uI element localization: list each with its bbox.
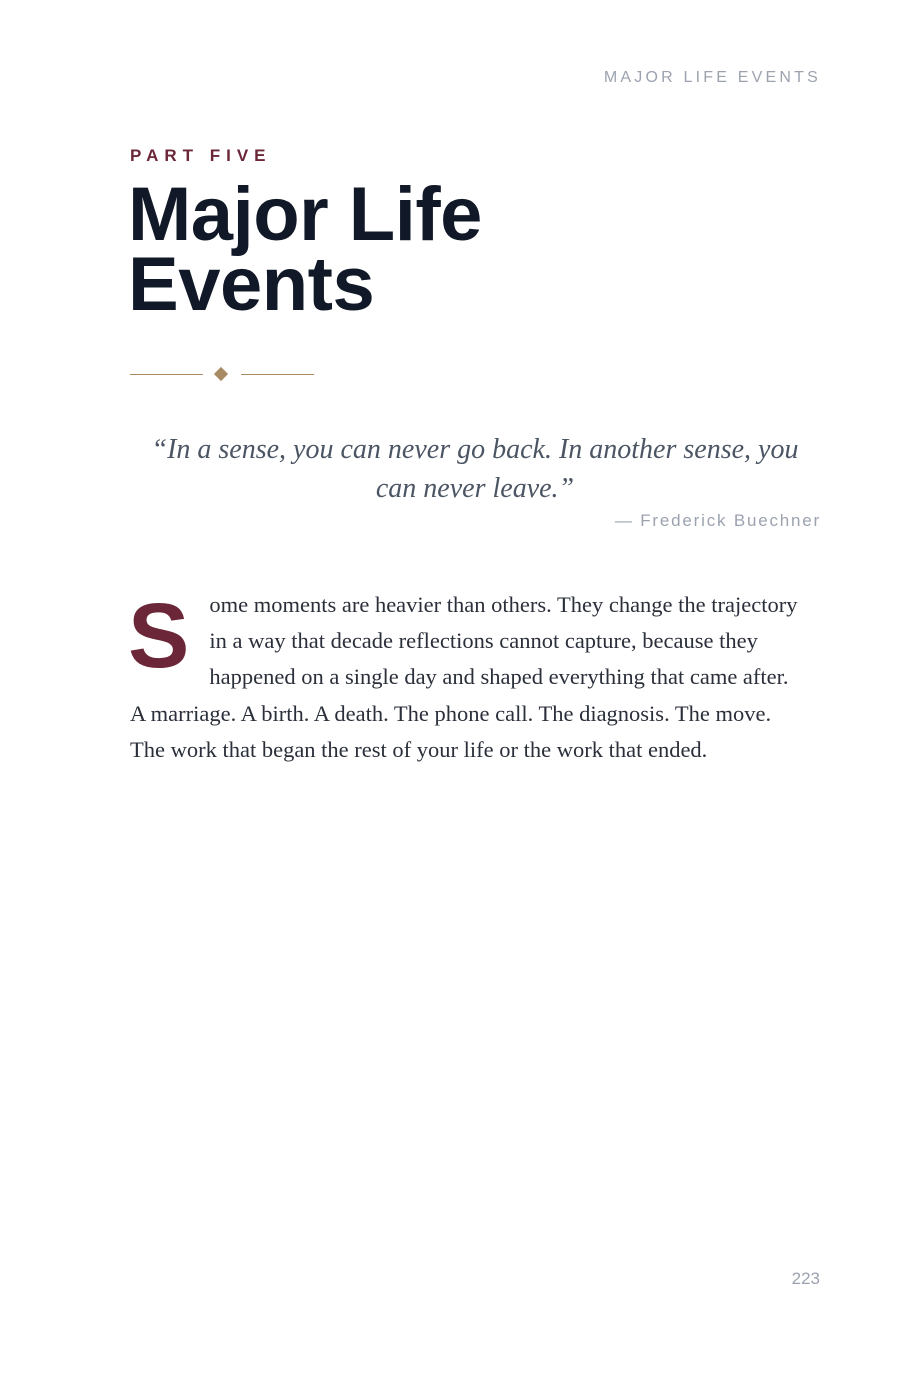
running-head: MAJOR LIFE EVENTS — [603, 69, 821, 86]
diamond-icon — [214, 367, 228, 381]
body-paragraph — [130, 587, 802, 768]
chapter-title — [128, 172, 482, 327]
chapter-title-line-2: Events — [128, 242, 375, 327]
ornament-rule-left — [130, 374, 203, 375]
drop-cap: S — [128, 585, 190, 687]
chapter-title-line-1: Major Life — [128, 172, 482, 257]
page-number: 223 — [791, 1269, 820, 1288]
body-paragraph-text: ome moments are heavier than others. They change the trajectory in a way that decade reflections cannot capture, because they happened on a single day and shaped everything that came after. A marriage. A birth. A death. The phone call. The diagnosis. The move. The work that began the rest of your life or the work that ended. — [130, 592, 798, 762]
epigraph-quote: “In a sense, you can never go back. In another sense, you can never leave.” — [151, 434, 799, 504]
title-ornament-divider — [130, 366, 314, 384]
part-label: PART FIVE — [130, 146, 272, 165]
ornament-rule-right — [241, 374, 314, 375]
epigraph-attribution: — Frederick Buechner — [614, 511, 821, 530]
